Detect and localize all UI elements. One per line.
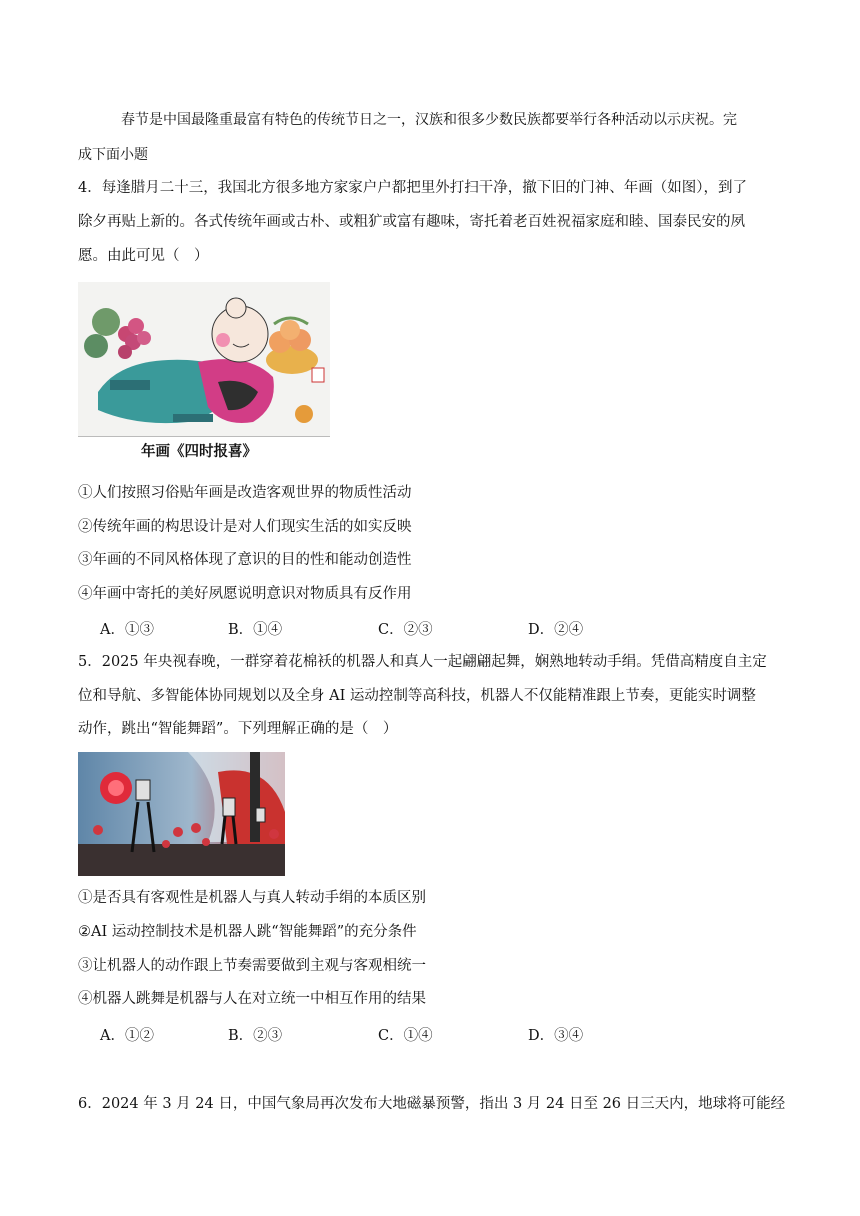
intro-line-2: 成下面小题 [78, 147, 148, 163]
q4-option-c[interactable]: C．②③ [378, 622, 433, 638]
q4-option-d[interactable]: D．②④ [528, 622, 584, 638]
q4-statement-1: ①人们按照习俗贴年画是改造客观世界的物质性活动 [78, 485, 412, 501]
robot-dance-illustration [78, 752, 285, 876]
q6-stem-line-1: 6．2024 年 3 月 24 日，中国气象局再次发布大地磁暴预警，指出 3 月 24 日至 26 日三天内，地球将可能经 [78, 1096, 786, 1112]
robot-dance-photo [78, 752, 285, 876]
q4-stem-line-3: 愿。由此可见（ ） [78, 248, 209, 264]
intro-line-1: 春节是中国最隆重最富有特色的传统节日之一，汉族和很多少数民族都要举行各种活动以示庆祝。完 [121, 112, 737, 128]
q5-option-d[interactable]: D．③④ [528, 1028, 584, 1044]
q4-option-b[interactable]: B．①④ [228, 622, 283, 638]
q5-statement-2: ②AI 运动控制技术是机器人跳“智能舞蹈”的充分条件 [78, 924, 417, 940]
q5-option-c[interactable]: C．①④ [378, 1028, 433, 1044]
q5-stem-line-1: 5．2025 年央视春晚，一群穿着花棉袄的机器人和真人一起翩翩起舞，娴熟地转动手绢。凭借高精度自主定 [78, 654, 767, 670]
new-year-painting-image [78, 282, 330, 437]
q4-image-caption: 年画《四时报喜》 [141, 443, 257, 460]
q5-statement-1: ①是否具有客观性是机器人与真人转动手绢的本质区别 [78, 890, 426, 906]
new-year-painting-illustration [78, 282, 330, 436]
q4-option-a[interactable]: A．①③ [100, 622, 154, 638]
q5-stem-line-2: 位和导航、多智能体协同规划以及全身 AI 运动控制等高科技，机器人不仅能精准跟上节奏，更能实时调整 [78, 688, 756, 704]
q5-option-b[interactable]: B．②③ [228, 1028, 283, 1044]
q4-statement-4: ④年画中寄托的美好夙愿说明意识对物质具有反作用 [78, 586, 412, 602]
q4-statement-3: ③年画的不同风格体现了意识的目的性和能动创造性 [78, 552, 412, 568]
q4-stem-line-2: 除夕再贴上新的。各式传统年画或古朴、或粗犷或富有趣味，寄托着老百姓祝福家庭和睦、国泰民安的夙 [78, 214, 745, 230]
q5-statement-3: ③让机器人的动作跟上节奏需要做到主观与客观相统一 [78, 958, 426, 974]
q4-stem-line-1: 4．每逢腊月二十三，我国北方很多地方家家户户都把里外打扫干净，撤下旧的门神、年画（如图），到了 [78, 180, 747, 196]
q5-option-a[interactable]: A．①② [100, 1028, 154, 1044]
q5-statement-4: ④机器人跳舞是机器与人在对立统一中相互作用的结果 [78, 991, 426, 1007]
q4-statement-2: ②传统年画的构思设计是对人们现实生活的如实反映 [78, 519, 412, 535]
q5-stem-line-3: 动作，跳出“智能舞蹈”。下列理解正确的是（ ） [78, 721, 398, 737]
